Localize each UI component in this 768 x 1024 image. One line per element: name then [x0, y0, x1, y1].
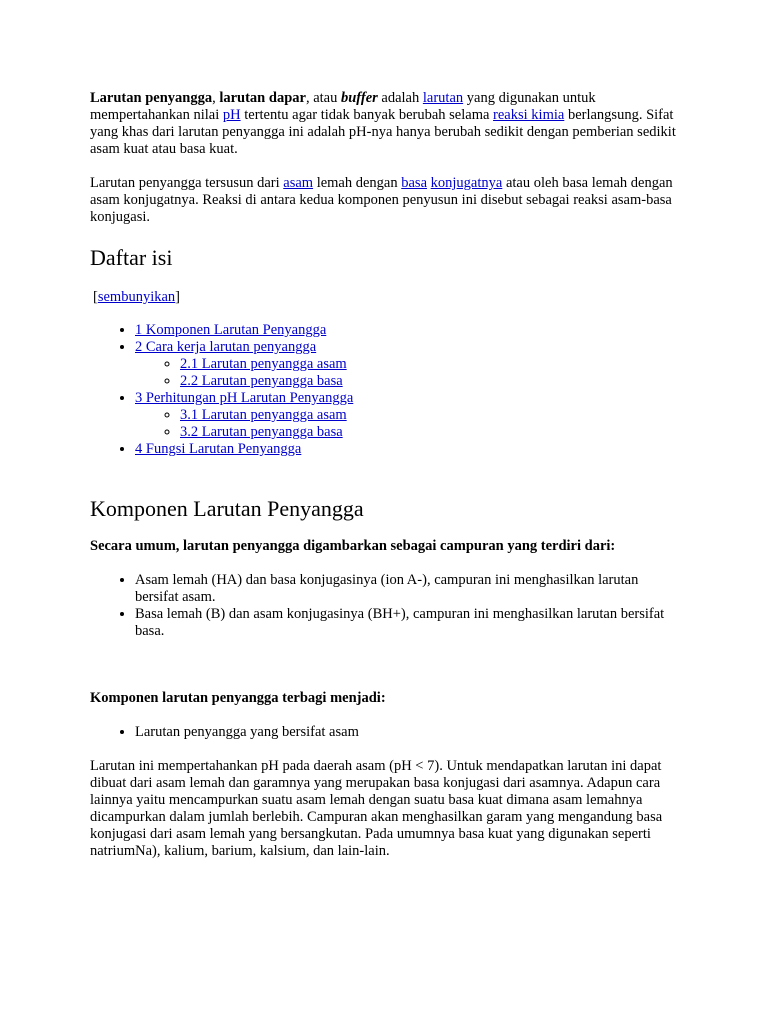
bracket: [ — [93, 289, 98, 305]
toc-heading: Daftar isi — [90, 245, 173, 270]
intro2-text: atau oleh basa lemah dengan asam konjugatnya. Reaksi di antara kedua komponen penyusun ini disebut sebagai reaksi asam-basa konjugasi. — [90, 175, 673, 225]
intro-paragraph — [90, 90, 690, 158]
toc-link-2-2[interactable]: 2.2 Larutan penyangga basa — [180, 373, 343, 389]
link-asam[interactable]: asam — [283, 175, 314, 191]
toc-subitem — [180, 373, 690, 390]
link-reaksi-kimia[interactable]: reaksi kimia — [493, 107, 565, 123]
intro2-text: lemah dengan — [313, 175, 402, 191]
intro-text: , atau — [305, 90, 341, 106]
term-larutan-penyangga: Larutan penyangga — [90, 90, 213, 106]
intro-text: berlangsung. Sifat yang khas dari larutan penyangga ini adalah pH-nya hanya berubah sedikit dengan pemberian sedikit asam kuat atau basa kuat. — [90, 107, 676, 157]
intro-text: yang digunakan untuk mempertahankan nilai — [90, 90, 596, 123]
toc-subitem — [180, 356, 690, 373]
section-heading-komponen: Komponen Larutan Penyangga — [90, 496, 364, 521]
toc-link-1[interactable]: 1 Komponen Larutan Penyangga — [135, 322, 327, 338]
intro-paragraph-2 — [90, 175, 690, 226]
komponen-type-list — [90, 724, 690, 741]
toc-item — [135, 322, 690, 339]
toc-link-2-1[interactable]: 2.1 Larutan penyangga asam — [180, 356, 347, 372]
link-ph[interactable]: pH — [222, 107, 241, 123]
document-page — [90, 90, 690, 860]
toc-sublist — [135, 356, 690, 390]
link-basa[interactable]: basa — [401, 175, 428, 191]
intro2-text: Larutan penyangga tersusun dari — [90, 175, 284, 191]
toc-link-3-2[interactable]: 3.2 Larutan penyangga basa — [180, 424, 343, 440]
intro-text: tertentu agar tidak banyak berubah selama — [240, 107, 494, 123]
bracket: ] — [175, 289, 181, 305]
term-larutan-dapar: larutan dapar — [219, 90, 306, 106]
link-konjugatnya[interactable]: konjugatnya — [430, 175, 503, 191]
toc-item — [135, 339, 690, 390]
list-item: • Asam lemah (HA) dan basa konjugasinya (ion A-), campuran ini menghasilkan larutan bersifat asam. — [135, 572, 690, 606]
toc-hide-link[interactable]: sembunyikan — [97, 289, 176, 305]
toc-link-4[interactable]: 4 Fungsi Larutan Penyangga — [135, 441, 302, 457]
intro-text: adalah — [377, 90, 423, 106]
toc-list — [90, 322, 690, 458]
subsection-lead: Komponen larutan penyangga terbagi menjadi: — [90, 690, 386, 706]
toc-link-3-1[interactable]: 3.1 Larutan penyangga asam — [180, 407, 347, 423]
toc-subitem — [180, 407, 690, 424]
toc-item — [135, 390, 690, 441]
toc-item — [135, 441, 690, 458]
toc-sublist — [135, 407, 690, 441]
intro-text: , — [212, 90, 220, 106]
term-buffer: buffer — [340, 90, 378, 106]
toc-toggle — [90, 289, 690, 306]
section-lead: Secara umum, larutan penyangga digambarkan sebagai campuran yang terdiri dari: — [90, 538, 616, 554]
link-larutan[interactable]: larutan — [422, 90, 464, 106]
toc-link-2[interactable]: 2 Cara kerja larutan penyangga — [135, 339, 317, 355]
list-item: • Basa lemah (B) dan asam konjugasinya (BH+), campuran ini menghasilkan larutan bersifat basa. — [135, 606, 690, 640]
list-item: • Larutan penyangga yang bersifat asam — [135, 724, 690, 741]
toc-link-3[interactable]: 3 Perhitungan pH Larutan Penyangga — [135, 390, 354, 406]
toc-subitem — [180, 424, 690, 441]
body-paragraph: Larutan ini mempertahankan pH pada daerah asam (pH < 7). Untuk mendapatkan larutan ini dapat dibuat dari asam lemah dan garamnya yang merupakan basa konjugasi dari asamnya. Adapun cara lainnya yaitu mencampurkan suatu asam lemah dengan suatu basa kuat dimana asam lemahnya dicampurkan dalam jumlah berlebih. Campuran akan menghasilkan garam yang mengandung basa konjugasi dari asam lemah yang bersangkutan. Pada umumnya basa kuat yang digunakan seperti natriumNa), kalium, barium, kalsium, dan lain-lain. — [90, 758, 663, 859]
komponen-bullet-list — [90, 572, 690, 640]
